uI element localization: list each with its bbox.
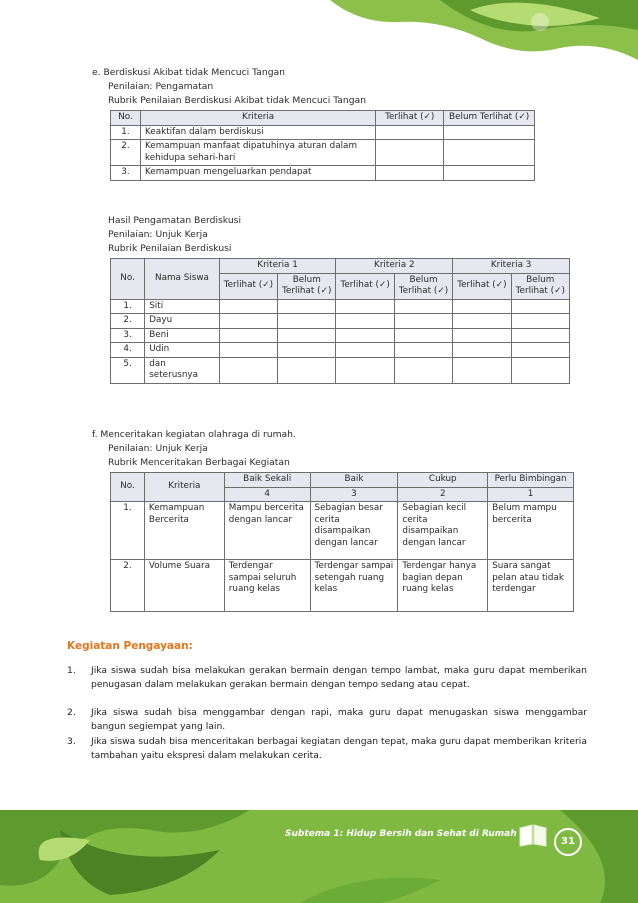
row-kriteria: Kemampuan manfaat dipatuhinya aturan dalam kehidupa sehari-hari — [140, 140, 375, 166]
col-no: No. — [111, 259, 145, 300]
hasil-rubrik: Rubrik Penilaian Berdiskusi — [108, 243, 232, 254]
col-no: No. — [111, 111, 141, 126]
cell-k3-belum[interactable] — [511, 299, 569, 314]
list-item — [67, 664, 587, 691]
list-number: 3. — [67, 736, 76, 747]
cell-perlu-bimbingan: Suara sangat pelan atau tidak terdengar — [488, 560, 574, 612]
cell-baik: Sebagian besar cerita disampaikan dengan lancar — [310, 502, 398, 560]
cell-k1-belum[interactable] — [278, 299, 336, 314]
cell-k3-terlihat[interactable] — [453, 299, 511, 314]
top-decoration — [0, 0, 638, 70]
cell-k2-belum[interactable] — [394, 343, 452, 358]
col-cukup: Cukup — [398, 473, 488, 488]
cell-k2-terlihat[interactable] — [336, 299, 394, 314]
cell-k3-terlihat[interactable] — [453, 328, 511, 343]
cell-k3-belum[interactable] — [511, 314, 569, 329]
cell-baik: Terdengar sampai setengah ruang kelas — [310, 560, 398, 612]
col-kriteria: Kriteria — [140, 111, 375, 126]
col-k1-belum: Belum Terlihat (✓) — [278, 273, 336, 299]
row-no: 1. — [111, 299, 145, 314]
list-number: 1. — [67, 665, 76, 676]
cell-belum-terlihat[interactable] — [444, 166, 535, 181]
col-k3-belum: Belum Terlihat (✓) — [511, 273, 569, 299]
col-k2-terlihat: Terlihat (✓) — [336, 273, 394, 299]
section-f-penilaian: Penilaian: Unjuk Kerja — [108, 443, 208, 454]
cell-k2-terlihat[interactable] — [336, 314, 394, 329]
cell-k1-belum[interactable] — [278, 314, 336, 329]
row-kriteria: Volume Suara — [144, 560, 224, 612]
col-no: No. — [111, 473, 145, 502]
row-no: 2. — [111, 314, 145, 329]
col-k1-terlihat: Terlihat (✓) — [219, 273, 277, 299]
table-row — [111, 125, 535, 140]
cell-cukup: Terdengar hanya bagian depan ruang kelas — [398, 560, 488, 612]
row-no: 3. — [111, 328, 145, 343]
col-k2-belum: Belum Terlihat (✓) — [394, 273, 452, 299]
page-number: 31 — [554, 828, 582, 856]
col-kriteria-2: Kriteria 2 — [336, 259, 453, 274]
cell-cukup: Sebagian kecil cerita disampaikan dengan lancar — [398, 502, 488, 560]
section-f-title: f. Menceritakan kegiatan olahraga di rumah. — [92, 429, 296, 440]
cell-belum-terlihat[interactable] — [444, 140, 535, 166]
pengayaan-title: Kegiatan Pengayaan: — [67, 640, 193, 652]
cell-k1-belum[interactable] — [278, 357, 336, 383]
table-row — [111, 560, 574, 612]
score-3: 3 — [310, 487, 398, 502]
row-no: 3. — [111, 166, 141, 181]
col-k3-terlihat: Terlihat (✓) — [453, 273, 511, 299]
cell-k2-terlihat[interactable] — [336, 357, 394, 383]
section-e-penilaian: Penilaian: Pengamatan — [108, 81, 214, 92]
cell-k3-belum[interactable] — [511, 357, 569, 383]
col-belum-terlihat: Belum Terlihat (✓) — [444, 111, 535, 126]
col-perlu-bimbingan: Perlu Bimbingan — [488, 473, 574, 488]
hasil-pengamatan-table — [110, 258, 570, 384]
row-no: 5. — [111, 357, 145, 383]
hasil-penilaian: Penilaian: Unjuk Kerja — [108, 229, 208, 240]
row-nama: Beni — [145, 328, 219, 343]
row-nama: Udin — [145, 343, 219, 358]
rubrik-diskusi-table — [110, 110, 535, 181]
cell-k1-terlihat[interactable] — [219, 299, 277, 314]
cell-k1-terlihat[interactable] — [219, 314, 277, 329]
table-row — [111, 140, 535, 166]
cell-k1-terlihat[interactable] — [219, 328, 277, 343]
cell-k2-terlihat[interactable] — [336, 343, 394, 358]
cell-k2-belum[interactable] — [394, 357, 452, 383]
section-f-rubrik: Rubrik Menceritakan Berbagai Kegiatan — [108, 457, 290, 468]
score-2: 2 — [398, 487, 488, 502]
row-nama: dan seterusnya — [145, 357, 219, 383]
row-kriteria: Keaktifan dalam berdiskusi — [140, 125, 375, 140]
col-kriteria-3: Kriteria 3 — [453, 259, 570, 274]
cell-terlihat[interactable] — [376, 125, 444, 140]
table-row — [111, 343, 570, 358]
table-row — [111, 357, 570, 383]
cell-k3-belum[interactable] — [511, 343, 569, 358]
row-nama: Dayu — [145, 314, 219, 329]
table-row — [111, 299, 570, 314]
row-no: 4. — [111, 343, 145, 358]
row-kriteria: Kemampuan Bercerita — [144, 502, 224, 560]
cell-k1-belum[interactable] — [278, 343, 336, 358]
row-no: 2. — [111, 560, 145, 612]
list-number: 2. — [67, 707, 76, 718]
table-row — [111, 166, 535, 181]
table-row — [111, 502, 574, 560]
row-no: 1. — [111, 125, 141, 140]
score-4: 4 — [224, 487, 310, 502]
col-kriteria: Kriteria — [144, 473, 224, 502]
list-item — [67, 735, 587, 762]
list-text: Jika siswa sudah bisa melakukan gerakan bermain dengan tempo lambat, maka guru dapat memberikan penugasan dalam melakukan gerakan bermain dengan tempo sedang atau cepat. — [91, 665, 587, 690]
section-e-title: e. Berdiskusi Akibat tidak Mencuci Tangan — [92, 67, 285, 78]
book-icon — [518, 822, 548, 848]
hasil-pengamatan-title: Hasil Pengamatan Berdiskusi — [108, 215, 241, 226]
cell-k2-terlihat[interactable] — [336, 328, 394, 343]
cell-k3-terlihat[interactable] — [453, 343, 511, 358]
cell-perlu-bimbingan: Belum mampu bercerita — [488, 502, 574, 560]
rubrik-bercerita-table — [110, 472, 574, 612]
cell-terlihat[interactable] — [376, 140, 444, 166]
col-kriteria-1: Kriteria 1 — [219, 259, 336, 274]
cell-k1-belum[interactable] — [278, 328, 336, 343]
score-1: 1 — [488, 487, 574, 502]
cell-k3-terlihat[interactable] — [453, 357, 511, 383]
table-row — [111, 328, 570, 343]
list-text: Jika siswa sudah bisa menceritakan berbagai kegiatan dengan tepat, maka guru dapat memberikan kriteria tambahan yaitu ekspresi dalam melakukan cerita. — [91, 736, 587, 761]
cell-k2-belum[interactable] — [394, 328, 452, 343]
col-terlihat: Terlihat (✓) — [376, 111, 444, 126]
cell-baik-sekali: Mampu bercerita dengan lancar — [224, 502, 310, 560]
row-kriteria: Kemampuan mengeluarkan pendapat — [140, 166, 375, 181]
row-nama: Siti — [145, 299, 219, 314]
cell-belum-terlihat[interactable] — [444, 125, 535, 140]
col-baik-sekali: Baik Sekali — [224, 473, 310, 488]
row-no: 2. — [111, 140, 141, 166]
col-nama-siswa: Nama Siswa — [145, 259, 219, 300]
col-baik: Baik — [310, 473, 398, 488]
section-e-rubrik: Rubrik Penilaian Berdiskusi Akibat tidak Mencuci Tangan — [108, 95, 367, 106]
footer-subtema: Subtema 1: Hidup Bersih dan Sehat di Rumah — [285, 829, 517, 839]
list-text: Jika siswa sudah bisa menggambar dengan rapi, maka guru dapat menugaskan siswa menggambar bangun segiempat yang lain. — [91, 707, 587, 732]
cell-k3-belum[interactable] — [511, 328, 569, 343]
cell-k1-terlihat[interactable] — [219, 343, 277, 358]
row-no: 1. — [111, 502, 145, 560]
list-item — [67, 706, 587, 733]
cell-k2-belum[interactable] — [394, 314, 452, 329]
cell-terlihat[interactable] — [376, 166, 444, 181]
table-row — [111, 314, 570, 329]
cell-k3-terlihat[interactable] — [453, 314, 511, 329]
cell-k2-belum[interactable] — [394, 299, 452, 314]
cell-baik-sekali: Terdengar sampai seluruh ruang kelas — [224, 560, 310, 612]
cell-k1-terlihat[interactable] — [219, 357, 277, 383]
